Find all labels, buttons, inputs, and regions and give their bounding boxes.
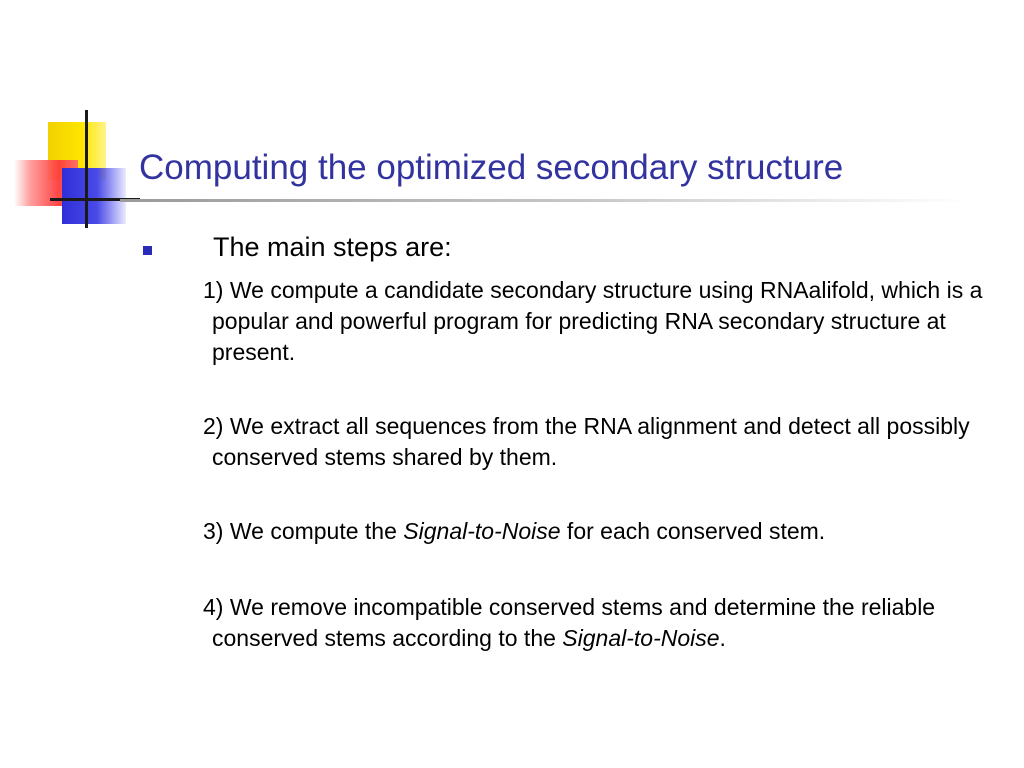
- title-underline: [120, 199, 970, 202]
- step-4: [203, 592, 992, 654]
- step-3: [203, 516, 992, 547]
- vertical-line-decoration: [85, 110, 88, 228]
- square-bullet-icon: [143, 246, 152, 255]
- slide-title: Computing the optimized secondary structure: [139, 148, 844, 187]
- step-4-text-start: 4) We remove incompatible conserved stems and determine the reliable conserved stems according to the: [203, 594, 936, 651]
- step-4-text-end: .: [719, 625, 726, 651]
- step-3-emphasis: Signal-to-Noise: [403, 518, 561, 544]
- step-2: 2) We extract all sequences from the RNA alignment and detect all possibly conserved stems shared by them.: [203, 413, 970, 470]
- step-4-emphasis: Signal-to-Noise: [562, 625, 720, 651]
- step-3-text-end: for each conserved stem.: [560, 518, 826, 544]
- blue-square-decoration: [62, 168, 126, 224]
- step-3-text-start: 3) We compute the: [203, 518, 404, 544]
- step-1: 1) We compute a candidate secondary structure using RNAalifold, which is a popular and powerful program for predicting RNA secondary structure at present.: [203, 277, 983, 365]
- bullet-text: The main steps are:: [213, 232, 452, 262]
- corner-decoration: [0, 0, 140, 240]
